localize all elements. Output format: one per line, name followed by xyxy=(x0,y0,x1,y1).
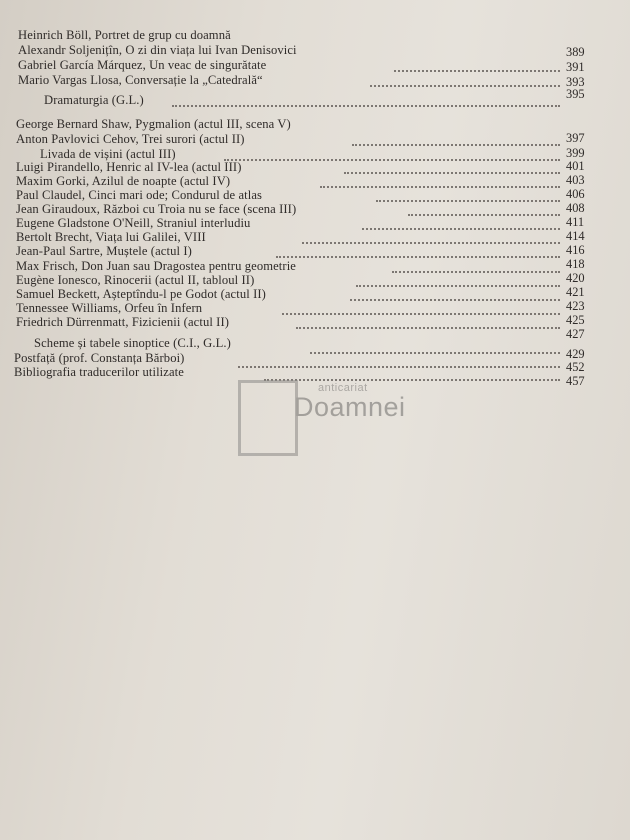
toc-page-number: 425 xyxy=(566,313,585,327)
toc-page-number: 418 xyxy=(566,257,585,271)
toc-entry: Anton Pavlovici Cehov, Trei surori (actul II) xyxy=(16,132,245,146)
toc-leader xyxy=(276,254,560,258)
toc-entry: Bibliografia traducerilor utilizate xyxy=(14,365,184,379)
toc-entry: Gabriel García Márquez, Un veac de singurătate xyxy=(18,58,267,72)
toc-entry: Jean-Paul Sartre, Muștele (actul I) xyxy=(16,244,192,258)
toc-leader xyxy=(296,325,560,329)
toc-page-number: 427 xyxy=(566,327,585,341)
toc-section-heading: Scheme și tabele sinoptice (C.I., G.L.) xyxy=(34,336,231,350)
table-of-contents xyxy=(0,0,630,400)
toc-entry: Bertolt Brecht, Viața lui Galilei, VIII xyxy=(16,230,206,244)
toc-page-number: 401 xyxy=(566,159,585,173)
toc-page-number: 429 xyxy=(566,347,585,361)
toc-page-number: 416 xyxy=(566,243,585,257)
toc-page-number: 389 xyxy=(566,45,585,59)
toc-entry: Livada de vișini (actul III) xyxy=(40,147,176,161)
toc-leader xyxy=(370,83,560,87)
toc-leader xyxy=(172,103,560,107)
toc-entry: Postfață (prof. Constanța Bărboi) xyxy=(14,351,185,365)
toc-page-number: 414 xyxy=(566,229,585,243)
toc-leader xyxy=(238,364,560,368)
toc-leader xyxy=(408,212,560,216)
toc-page-number: 403 xyxy=(566,173,585,187)
toc-page-number: 397 xyxy=(566,131,585,145)
toc-leader xyxy=(344,170,560,174)
toc-leader xyxy=(350,297,560,301)
toc-leader xyxy=(394,68,560,72)
toc-page-number: 393 xyxy=(566,75,585,89)
toc-page-number: 406 xyxy=(566,187,585,201)
toc-leader xyxy=(302,240,560,244)
watermark-frame-icon xyxy=(238,380,298,456)
toc-leader xyxy=(392,269,560,273)
toc-section-heading: Dramaturgia (G.L.) xyxy=(44,93,144,107)
toc-entry: Max Frisch, Don Juan sau Dragostea pentru geometrie xyxy=(16,259,296,273)
toc-page-number: 395 xyxy=(566,87,585,101)
toc-entry: Mario Vargas Llosa, Conversație la „Catedrală“ xyxy=(18,73,263,87)
toc-page-number: 457 xyxy=(566,374,585,388)
watermark-small-text: anticariat xyxy=(318,382,368,394)
toc-leader xyxy=(310,350,560,354)
toc-leader xyxy=(282,311,560,315)
toc-leader xyxy=(356,283,560,287)
toc-entry: Samuel Beckett, Așteptîndu-l pe Godot (actul II) xyxy=(16,287,266,301)
toc-page-number: 391 xyxy=(566,60,585,74)
toc-entry: Maxim Gorki, Azilul de noapte (actul IV) xyxy=(16,174,231,188)
watermark-big-text: Doamnei xyxy=(294,392,406,422)
toc-page-number: 408 xyxy=(566,201,585,215)
toc-leader xyxy=(224,157,560,161)
toc-entry: Friedrich Dürrenmatt, Fizicienii (actul II) xyxy=(16,315,230,329)
toc-leader xyxy=(362,226,560,230)
toc-entry: Heinrich Böll, Portret de grup cu doamnă xyxy=(18,28,231,42)
toc-entry: Luigi Pirandello, Henric al IV-lea (actul III) xyxy=(16,160,242,174)
toc-entry: Jean Giraudoux, Război cu Troia nu se face (scena III) xyxy=(16,202,297,216)
toc-entry: Paul Claudel, Cinci mari ode; Condurul de atlas xyxy=(16,188,263,202)
toc-page-number: 420 xyxy=(566,271,585,285)
toc-entry: George Bernard Shaw, Pygmalion (actul III, scena V) xyxy=(16,117,291,131)
toc-page-number: 423 xyxy=(566,299,585,313)
toc-leader xyxy=(352,142,560,146)
toc-entry: Eugène Ionesco, Rinocerii (actul II, tabloul II) xyxy=(16,273,255,287)
toc-page-number: 421 xyxy=(566,285,585,299)
toc-entry: Alexandr Soljenițîn, O zi din viața lui Ivan Denisovici xyxy=(18,43,297,57)
toc-leader xyxy=(376,198,560,202)
toc-entry: Eugene Gladstone O'Neill, Straniul interludiu xyxy=(16,216,251,230)
toc-leader xyxy=(320,184,560,188)
toc-entry: Tennessee Williams, Orfeu în Infern xyxy=(16,301,203,315)
toc-page-number: 452 xyxy=(566,360,585,374)
toc-page-number: 411 xyxy=(566,215,585,229)
watermark-logo xyxy=(238,380,406,458)
toc-page-number: 399 xyxy=(566,146,585,160)
